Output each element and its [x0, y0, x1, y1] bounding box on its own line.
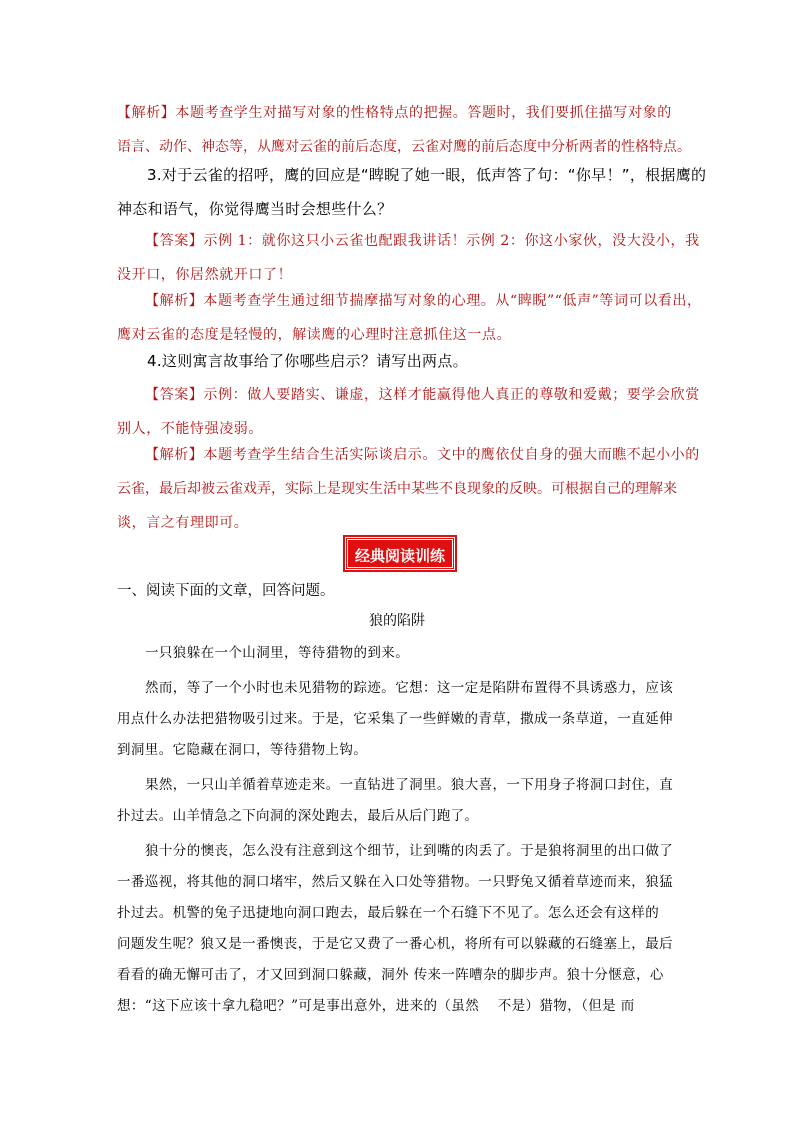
story-line: 到洞里。它隐藏在洞口，等待猎物上钩。	[117, 742, 368, 758]
analysis-4	[117, 438, 700, 540]
answer-tag: 【答案】	[145, 387, 204, 403]
answer-text: 没开口，你居然就开口了！	[117, 267, 293, 283]
analysis-text: 本题考查学生通过细节揣摩描写对象的心理。从“睥睨”“低声”等词可以看出，	[203, 293, 702, 309]
story-line: 问题发生呢？狼又是一番懊丧，于是它又费了一番心机，将所有可以躲藏的石缝塞上，最后	[117, 936, 673, 952]
story-line: 扑过去。山羊情急之下向洞的深处跑去，最后从后门跑了。	[117, 808, 479, 824]
question-text: 3.对于云雀的招呼，鹰的回应是“睥睨了她一眼，低声答了句：“你早！”，根据鹰的	[147, 166, 707, 184]
analysis-text: 本题考查学生对描写对象的性格特点的把握。答题时，我们要抓住描写对象的	[175, 105, 672, 121]
story-line: 想：“这下应该十拿九稳吧？”可是事出意外，进来的（虽然 不是）猎物，（但是 而	[117, 998, 635, 1014]
analysis-tag: 【解析】	[145, 447, 204, 463]
story-line: 一只狼躲在一个山洞里，等待猎物的到来。	[145, 645, 410, 661]
story-line: 然而，等了一个小时也未见猎物的踪迹。它想：这一定是陷阱布置得不具诱惑力，应该	[145, 680, 674, 696]
analysis-text: 云雀，最后却被云雀戏弄，实际上是现实生活中某些不良现象的反映。可根据自己的理解来	[117, 481, 677, 497]
answer-4	[117, 378, 700, 446]
answer-text: 示例 1：就你这只小云雀也配跟我讲话！示例 2：你这小家伙，没大没小，我	[203, 233, 700, 249]
question-4	[117, 344, 677, 378]
analysis-text: 谈，言之有理即可。	[117, 515, 249, 531]
story-line: 狼十分的懊丧，怎么没有注意到这个细节，让到嘴的肉丢了。于是狼将洞里的出口做了	[145, 843, 674, 859]
section-banner: 经典阅读训练	[345, 537, 455, 570]
answer-3	[117, 224, 700, 292]
question-text: 神态和语气，你觉得鹰当时会想些什么？	[117, 200, 393, 218]
answer-text: 示例：做人要踏实、谦虚，这样才能赢得他人真正的尊敬和爱戴；要学会欣赏	[203, 387, 700, 403]
story-line: 看看的确无懈可击了，才又回到洞口躲藏，洞外 传来一阵嘈杂的脚步声。狼十分惬意，心	[117, 967, 664, 983]
analysis-tag: 【解析】	[117, 105, 176, 121]
analysis-text: 鹰对云雀的态度是轻慢的，解读鹰的心理时注意抓住这一点。	[117, 327, 512, 343]
question-3	[117, 158, 707, 226]
analysis-3	[117, 284, 702, 352]
analysis-tag: 【解析】	[145, 293, 204, 309]
section-heading: 一、阅读下面的文章，回答问题。	[117, 583, 335, 599]
analysis-text: 语言、动作、神态等，从鹰对云雀的前后态度，云雀对鹰的前后态度中分析两者的性格特点。	[117, 139, 691, 155]
story-body	[117, 638, 677, 1022]
analysis-2	[117, 96, 691, 164]
story-line: 果然，一只山羊循着草迹走来。一直钻进了洞里。狼大喜，一下用身子将洞口封住，直	[145, 777, 674, 793]
question-text: 4.这则寓言故事给了你哪些启示？请写出两点。	[147, 352, 468, 370]
story-line: 扑过去。机警的兔子迅捷地向洞口跑去，最后躲在一个石缝下不见了。怎么还会有这样的	[117, 905, 660, 921]
story-title: 狼的陷阱	[369, 613, 425, 629]
answer-text: 别人，不能恃强凌弱。	[117, 421, 263, 437]
analysis-text: 本题考查学生结合生活实际谈启示。文中的鹰依仗自身的强大而瞧不起小小的	[203, 447, 700, 463]
story-line: 一番巡视，将其他的洞口堵牢，然后又躲在入口处等猎物。一只野兔又循着草迹而来，狼猛	[117, 874, 673, 890]
answer-tag: 【答案】	[145, 233, 204, 249]
story-line: 用点什么办法把猎物吸引过来。于是，它采集了一些鲜嫩的青草，撒成一条草道，一直延伸	[117, 711, 673, 727]
